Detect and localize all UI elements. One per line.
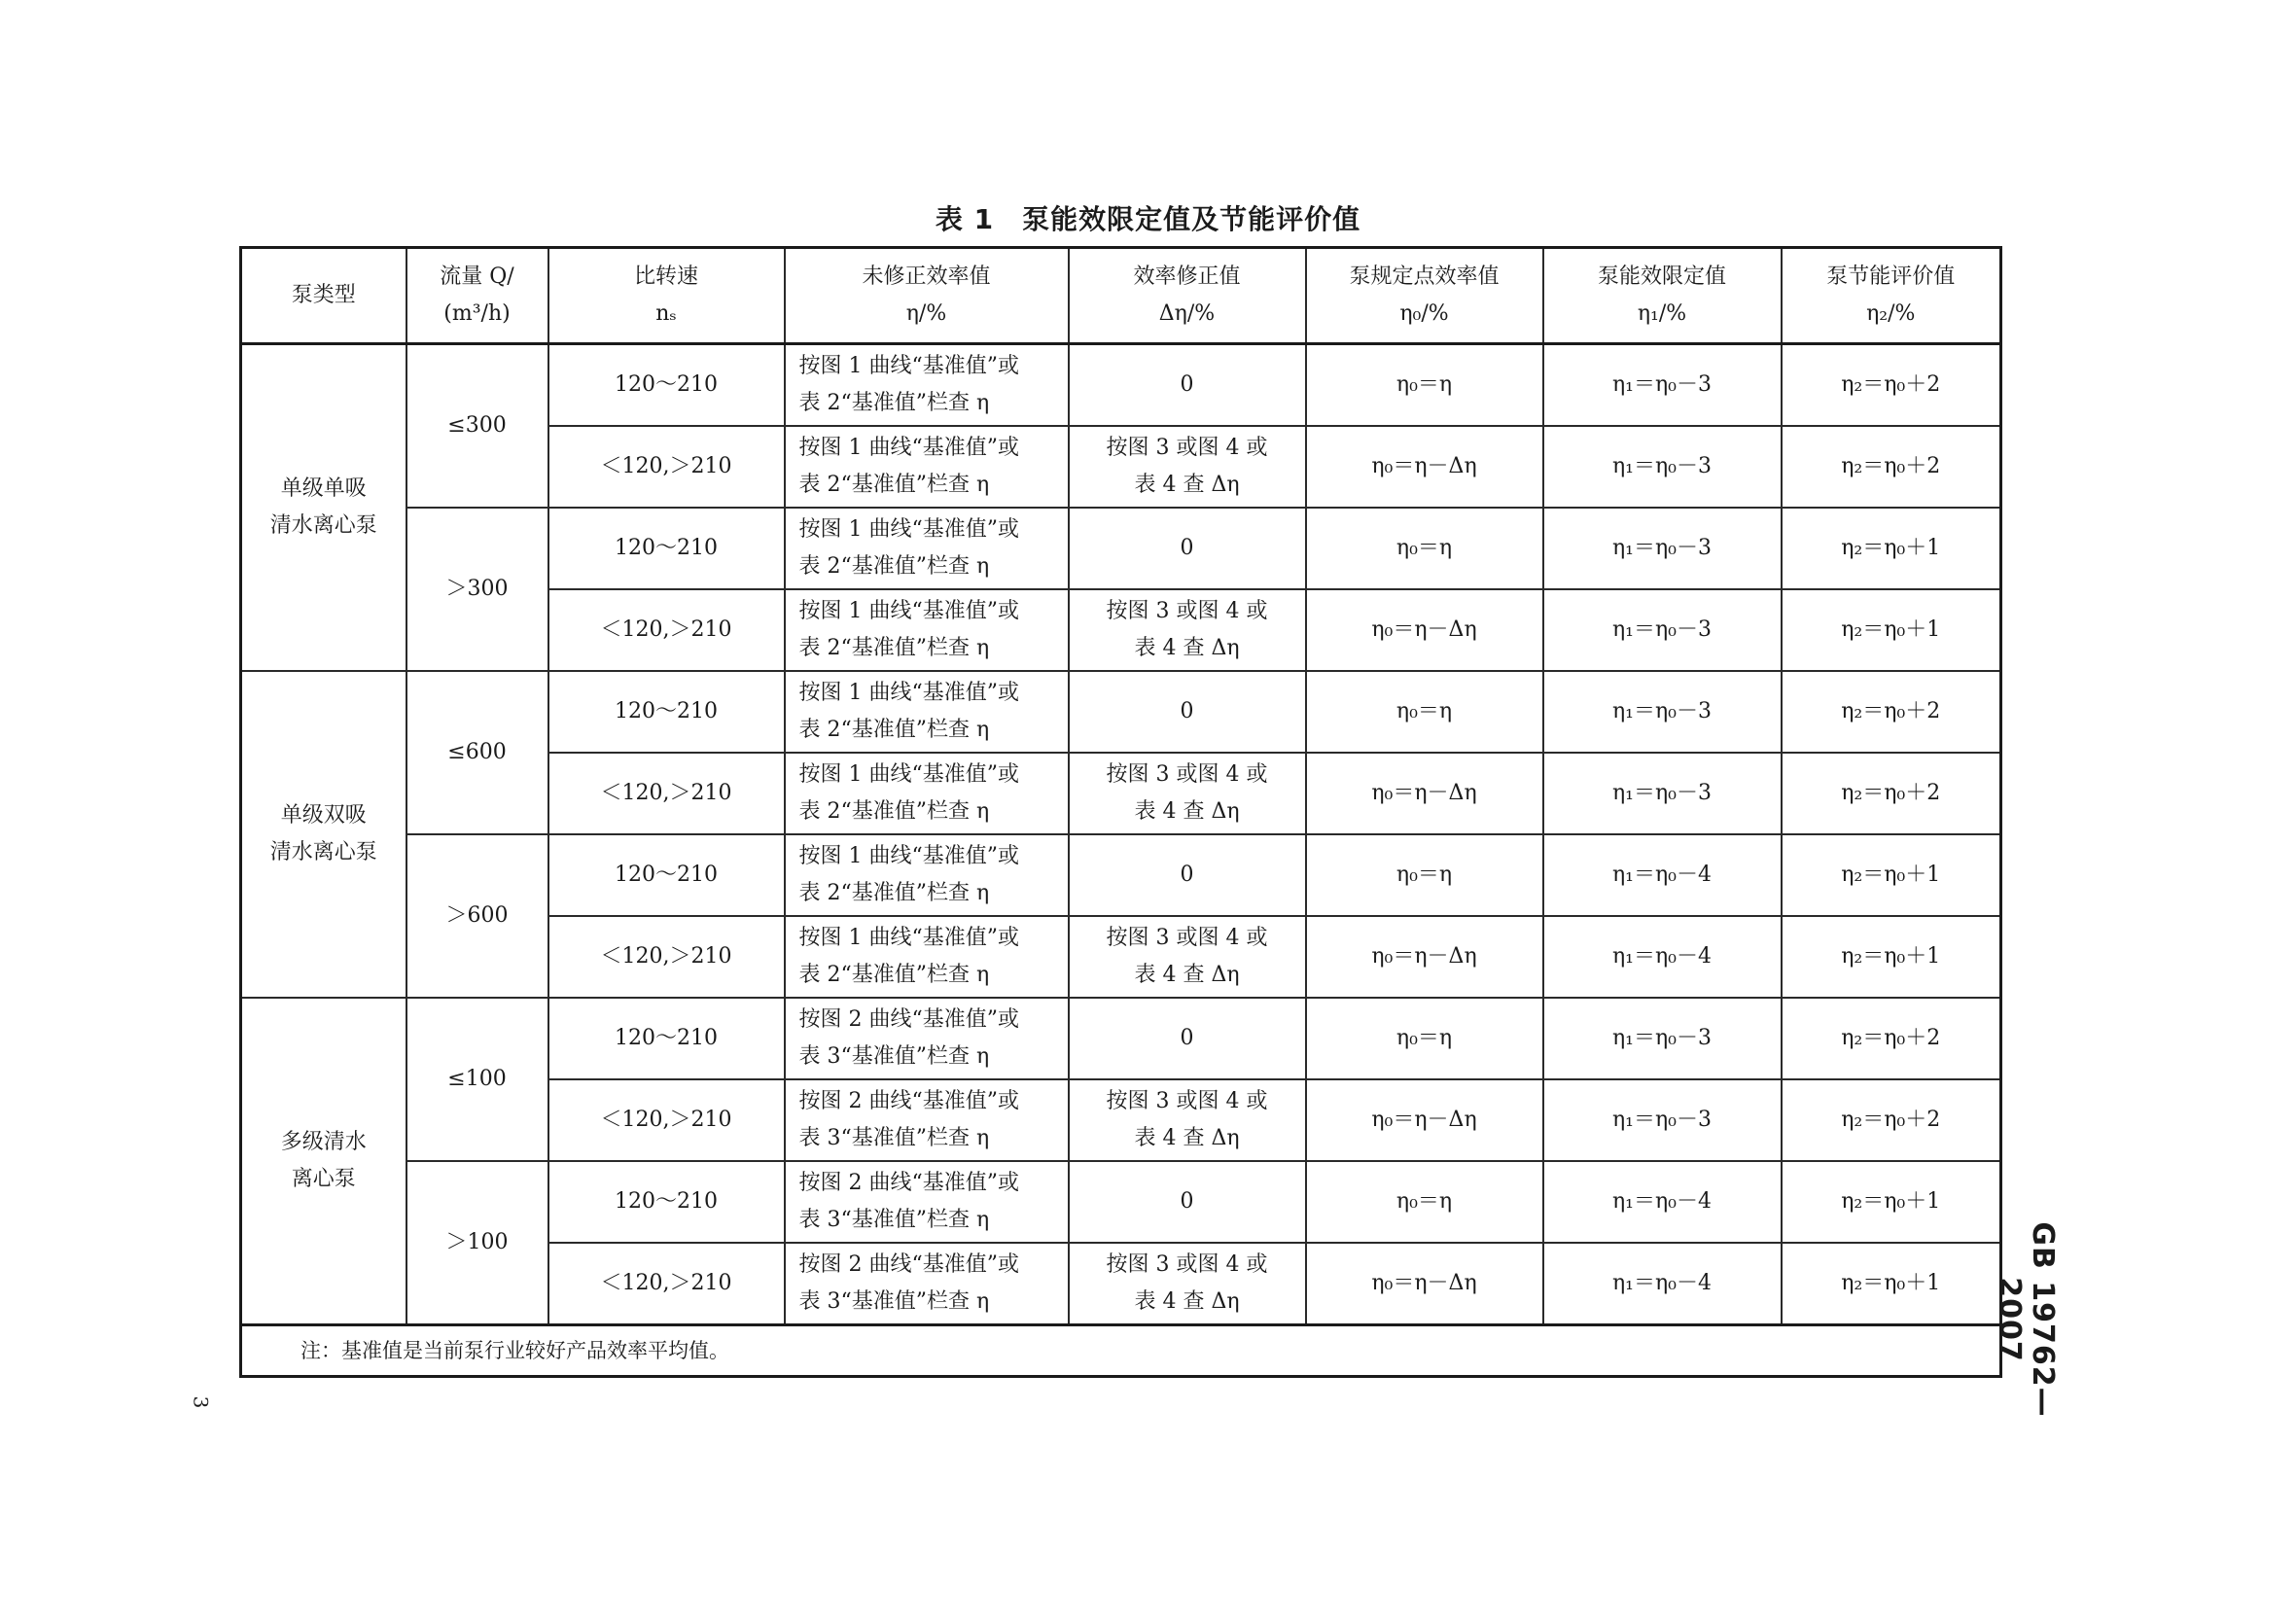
- table-row: [241, 998, 2001, 1079]
- evaluation-value-cell: η₂＝η₀＋2: [1782, 1079, 2001, 1161]
- correction-cell: 按图 3 或图 4 或 表 4 查 Δη: [1069, 426, 1306, 508]
- header-efficiency-correction: 效率修正值 Δη/%: [1069, 248, 1306, 344]
- correction-cell: 0: [1069, 998, 1306, 1079]
- header-flow: 流量 Q/ (m³/h): [406, 248, 548, 344]
- minimum-efficiency-cell: η₁＝η₀－4: [1543, 1243, 1782, 1325]
- rated-efficiency-cell: η₀＝η－Δη: [1306, 1079, 1543, 1161]
- specific-speed-cell: ＜120,＞210: [548, 916, 785, 998]
- base-efficiency-cell: 按图 1 曲线“基准值”或 表 2“基准值”栏查 η: [785, 671, 1069, 753]
- base-efficiency-cell: 按图 1 曲线“基准值”或 表 2“基准值”栏查 η: [785, 834, 1069, 916]
- evaluation-value-cell: η₂＝η₀＋2: [1782, 998, 2001, 1079]
- flow-range-cell: ＞100: [406, 1161, 548, 1325]
- table-row: [241, 671, 2001, 753]
- minimum-efficiency-cell: η₁＝η₀－3: [1543, 508, 1782, 589]
- rated-efficiency-cell: η₀＝η－Δη: [1306, 426, 1543, 508]
- specific-speed-cell: ＜120,＞210: [548, 753, 785, 834]
- flow-range-cell: ≤600: [406, 671, 548, 834]
- correction-cell: 按图 3 或图 4 或 表 4 查 Δη: [1069, 916, 1306, 998]
- rated-efficiency-cell: η₀＝η: [1306, 671, 1543, 753]
- correction-cell: 按图 3 或图 4 或 表 4 查 Δη: [1069, 1079, 1306, 1161]
- base-efficiency-cell: 按图 2 曲线“基准值”或 表 3“基准值”栏查 η: [785, 1161, 1069, 1243]
- table-title: 表 1 泵能效限定值及节能评价值: [935, 203, 1361, 235]
- specific-speed-cell: 120～210: [548, 344, 785, 427]
- rated-efficiency-cell: η₀＝η: [1306, 998, 1543, 1079]
- standard-code: GB 19762—2007: [1993, 1221, 2060, 1418]
- base-efficiency-cell: 按图 1 曲线“基准值”或 表 2“基准值”栏查 η: [785, 344, 1069, 427]
- evaluation-value-cell: η₂＝η₀＋2: [1782, 671, 2001, 753]
- minimum-efficiency-cell: η₁＝η₀－4: [1543, 916, 1782, 998]
- minimum-efficiency-cell: η₁＝η₀－3: [1543, 998, 1782, 1079]
- rated-efficiency-cell: η₀＝η－Δη: [1306, 916, 1543, 998]
- evaluation-value-cell: η₂＝η₀＋1: [1782, 916, 2001, 998]
- rated-efficiency-cell: η₀＝η: [1306, 1161, 1543, 1243]
- base-efficiency-cell: 按图 2 曲线“基准值”或 表 3“基准值”栏查 η: [785, 1079, 1069, 1161]
- correction-cell: 0: [1069, 671, 1306, 753]
- correction-cell: 0: [1069, 508, 1306, 589]
- rated-efficiency-cell: η₀＝η: [1306, 834, 1543, 916]
- evaluation-value-cell: η₂＝η₀＋1: [1782, 1243, 2001, 1325]
- evaluation-value-cell: η₂＝η₀＋1: [1782, 589, 2001, 671]
- specific-speed-cell: ＜120,＞210: [548, 1243, 785, 1325]
- pump-type-cell: 单级单吸 清水离心泵: [241, 344, 406, 672]
- flow-range-cell: ≤100: [406, 998, 548, 1161]
- specific-speed-cell: 120～210: [548, 671, 785, 753]
- base-efficiency-cell: 按图 2 曲线“基准值”或 表 3“基准值”栏查 η: [785, 1243, 1069, 1325]
- pump-type-cell: 多级清水 离心泵: [241, 998, 406, 1325]
- evaluation-value-cell: η₂＝η₀＋1: [1782, 508, 2001, 589]
- header-evaluation-value: 泵节能评价值 η₂/%: [1782, 248, 2001, 344]
- note-row: [241, 1325, 2001, 1377]
- correction-cell: 按图 3 或图 4 或 表 4 查 Δη: [1069, 589, 1306, 671]
- rated-efficiency-cell: η₀＝η－Δη: [1306, 1243, 1543, 1325]
- correction-cell: 0: [1069, 834, 1306, 916]
- specific-speed-cell: 120～210: [548, 834, 785, 916]
- correction-cell: 0: [1069, 1161, 1306, 1243]
- table-row: [241, 1161, 2001, 1243]
- pump-type-cell: 单级双吸 清水离心泵: [241, 671, 406, 998]
- specific-speed-cell: 120～210: [548, 508, 785, 589]
- table-row: [241, 344, 2001, 427]
- base-efficiency-cell: 按图 2 曲线“基准值”或 表 3“基准值”栏查 η: [785, 998, 1069, 1079]
- rated-efficiency-cell: η₀＝η－Δη: [1306, 753, 1543, 834]
- base-efficiency-cell: 按图 1 曲线“基准值”或 表 2“基准值”栏查 η: [785, 589, 1069, 671]
- minimum-efficiency-cell: η₁＝η₀－3: [1543, 426, 1782, 508]
- evaluation-value-cell: η₂＝η₀＋2: [1782, 753, 2001, 834]
- specific-speed-cell: 120～210: [548, 1161, 785, 1243]
- evaluation-value-cell: η₂＝η₀＋2: [1782, 426, 2001, 508]
- minimum-efficiency-cell: η₁＝η₀－3: [1543, 753, 1782, 834]
- header-specific-speed: 比转速 nₛ: [548, 248, 785, 344]
- rated-efficiency-cell: η₀＝η: [1306, 508, 1543, 589]
- evaluation-value-cell: η₂＝η₀＋1: [1782, 834, 2001, 916]
- rated-efficiency-cell: η₀＝η－Δη: [1306, 589, 1543, 671]
- correction-cell: 按图 3 或图 4 或 表 4 查 Δη: [1069, 1243, 1306, 1325]
- page-number: 3: [189, 1395, 213, 1409]
- specific-speed-cell: 120～210: [548, 998, 785, 1079]
- evaluation-value-cell: η₂＝η₀＋2: [1782, 344, 2001, 427]
- base-efficiency-cell: 按图 1 曲线“基准值”或 表 2“基准值”栏查 η: [785, 426, 1069, 508]
- header-row: [241, 248, 2001, 344]
- header-uncorrected-efficiency: 未修正效率值 η/%: [785, 248, 1069, 344]
- minimum-efficiency-cell: η₁＝η₀－4: [1543, 1161, 1782, 1243]
- flow-range-cell: ＞300: [406, 508, 548, 671]
- specific-speed-cell: ＜120,＞210: [548, 589, 785, 671]
- evaluation-value-cell: η₂＝η₀＋1: [1782, 1161, 2001, 1243]
- minimum-efficiency-cell: η₁＝η₀－3: [1543, 1079, 1782, 1161]
- rated-efficiency-cell: η₀＝η: [1306, 344, 1543, 427]
- flow-range-cell: ≤300: [406, 344, 548, 509]
- header-rated-point-efficiency: 泵规定点效率值 η₀/%: [1306, 248, 1543, 344]
- efficiency-table: [239, 246, 2002, 1378]
- specific-speed-cell: ＜120,＞210: [548, 426, 785, 508]
- minimum-efficiency-cell: η₁＝η₀－3: [1543, 344, 1782, 427]
- base-efficiency-cell: 按图 1 曲线“基准值”或 表 2“基准值”栏查 η: [785, 753, 1069, 834]
- table-note: 注：基准值是当前泵行业较好产品效率平均值。: [241, 1325, 2001, 1377]
- table-row: [241, 508, 2001, 589]
- base-efficiency-cell: 按图 1 曲线“基准值”或 表 2“基准值”栏查 η: [785, 508, 1069, 589]
- minimum-efficiency-cell: η₁＝η₀－3: [1543, 671, 1782, 753]
- minimum-efficiency-cell: η₁＝η₀－4: [1543, 834, 1782, 916]
- flow-range-cell: ＞600: [406, 834, 548, 998]
- table-row: [241, 834, 2001, 916]
- header-pump-type: 泵类型: [241, 248, 406, 344]
- correction-cell: 0: [1069, 344, 1306, 427]
- correction-cell: 按图 3 或图 4 或 表 4 查 Δη: [1069, 753, 1306, 834]
- base-efficiency-cell: 按图 1 曲线“基准值”或 表 2“基准值”栏查 η: [785, 916, 1069, 998]
- header-minimum-efficiency: 泵能效限定值 η₁/%: [1543, 248, 1782, 344]
- specific-speed-cell: ＜120,＞210: [548, 1079, 785, 1161]
- minimum-efficiency-cell: η₁＝η₀－3: [1543, 589, 1782, 671]
